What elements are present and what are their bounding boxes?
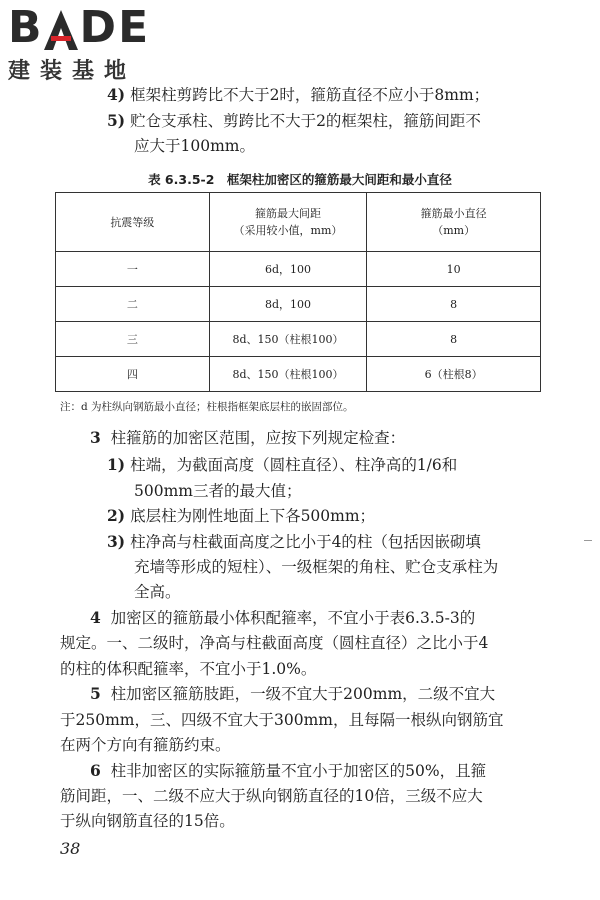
table-row (56, 322, 541, 357)
table-caption: 表 6.3.5-2 框架柱加密区的箍筋最大间距和最小直径 (148, 172, 452, 187)
clause: 5 柱加密区箍筋肢距，一级不宜大于200mm，二级不宜大 (90, 684, 496, 703)
list-item: 2) 底层柱为刚性地面上下各500mm； (107, 506, 376, 525)
cell-grade: 二 (56, 287, 210, 322)
page-number: 38 (60, 839, 81, 858)
clause-continuation: 于250mm，三、四级不宜大于300mm，且每隔一根纵向钢筋宜 (60, 711, 504, 729)
scan-mark (584, 540, 592, 541)
stirrup-table (55, 192, 541, 392)
table-row (56, 357, 541, 392)
table-row (56, 252, 541, 287)
cell-grade: 三 (56, 322, 210, 357)
brand-logo (8, 2, 151, 85)
clause: 4 加密区的箍筋最小体积配箍率，不宜小于表6.3.5-3的 (90, 608, 476, 627)
logo-wordmark (8, 2, 151, 53)
header-diameter: 箍筋最小直径 （mm） (367, 193, 541, 252)
cell-diameter: 8 (367, 287, 541, 322)
table-header-row (56, 193, 541, 252)
cell-spacing: 6d，100 (209, 252, 367, 287)
clause-continuation: 筋间距，一、二级不应大于纵向钢筋直径的10倍，三级不应大 (60, 787, 483, 805)
cell-grade: 一 (56, 252, 210, 287)
list-item (107, 111, 481, 131)
clause-continuation: 规定。一、二级时，净高与柱截面高度（圆柱直径）之比小于4 (60, 634, 489, 652)
list-item: 全高。 (134, 583, 181, 601)
table-row (56, 287, 541, 322)
cell-diameter: 10 (367, 252, 541, 287)
list-item: 充墙等形成的短柱）、一级框架的角柱、贮仓支承柱为 (134, 558, 499, 576)
clause-continuation: 的柱的体积配箍率，不宜小于1.0%。 (60, 660, 317, 678)
list-item: 3) 柱净高与柱截面高度之比小于4的柱（包括因嵌砌填 (107, 532, 481, 551)
header-spacing: 箍筋最大间距 （采用较小值，mm） (209, 193, 367, 252)
item-text: 应大于100mm。 (134, 137, 255, 155)
list-item (107, 85, 489, 105)
cell-diameter: 8 (367, 322, 541, 357)
clause-continuation: 于纵向钢筋直径的15倍。 (60, 812, 235, 830)
cell-spacing: 8d、150（柱根100） (209, 357, 367, 392)
header-grade: 抗震等级 (56, 193, 210, 252)
cell-diameter: 6（柱根8） (367, 357, 541, 392)
cell-spacing: 8d、150（柱根100） (209, 322, 367, 357)
list-item (134, 136, 255, 156)
cell-spacing: 8d，100 (209, 287, 367, 322)
clause-continuation: 在两个方向有箍筋约束。 (60, 736, 231, 754)
item-text: 贮仓支承柱、剪跨比不大于2的框架柱，箍筋间距不 (130, 112, 481, 130)
item-number: 5) (107, 111, 126, 130)
logo-subtitle: 建装基地 (8, 59, 137, 84)
logo-letters-de: DE (79, 2, 151, 53)
clause: 3 柱箍筋的加密区范围，应按下列规定检查： (90, 428, 406, 447)
table-note: 注：d 为柱纵向钢筋最小直径；柱根指框架底层柱的嵌固部位。 (60, 401, 354, 413)
cell-grade: 四 (56, 357, 210, 392)
item-text: 框架柱剪跨比不大于2时，箍筋直径不应小于8mm； (130, 86, 490, 104)
list-item: 500mm三者的最大值； (134, 482, 302, 500)
list-item: 1) 柱端，为截面高度（圆柱直径）、柱净高的1/6和 (107, 455, 458, 474)
logo-letter-a (44, 6, 80, 50)
logo-letter-b: B (8, 2, 44, 53)
clause: 6 柱非加密区的实际箍筋量不宜小于加密区的50%，且箍 (90, 761, 487, 780)
item-number: 4) (107, 85, 126, 104)
